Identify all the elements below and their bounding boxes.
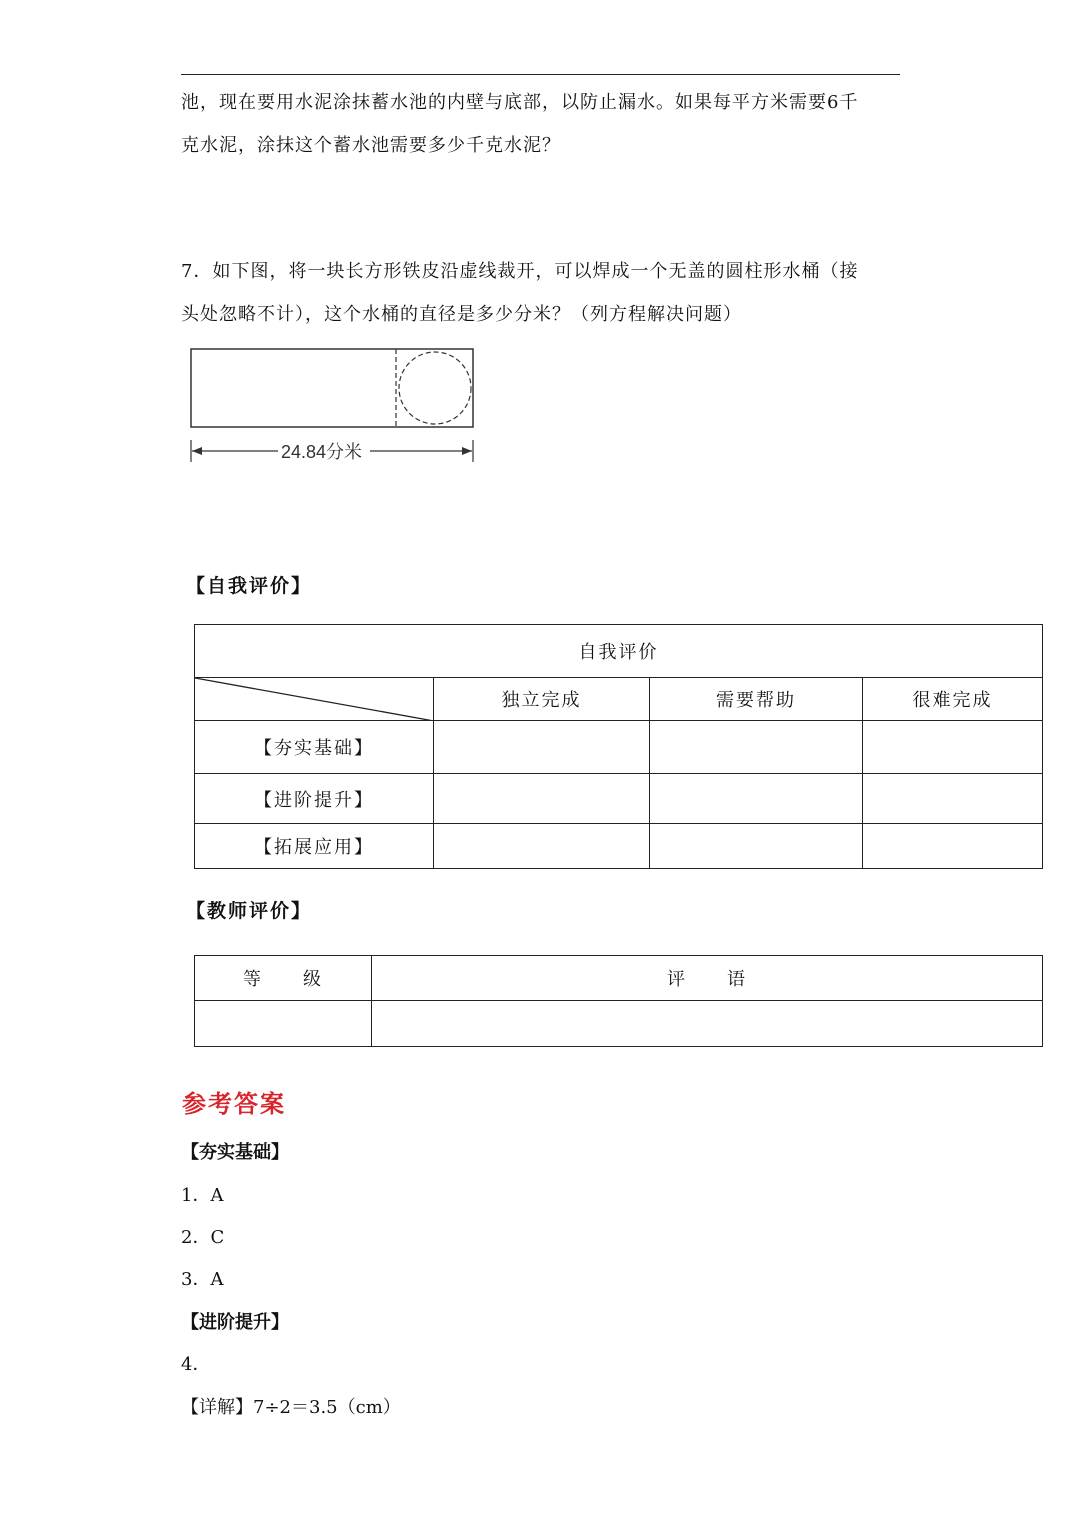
answers-section-basic: 【夯实基础】 — [181, 1142, 289, 1163]
teacher-eval-table — [194, 955, 1043, 1047]
self-eval-title: 自我评价 — [195, 625, 1043, 678]
cell[interactable] — [434, 774, 650, 824]
cell[interactable] — [863, 774, 1043, 824]
col-independent: 独立完成 — [434, 678, 650, 721]
problem-6-line-2: 克水泥，涂抹这个蓄水池需要多少千克水泥？ — [181, 135, 561, 156]
row-advanced: 【进阶提升】 — [195, 774, 434, 824]
answer-4-detail: 【详解】7÷2＝3.5（cm） — [181, 1397, 401, 1418]
cell[interactable] — [434, 824, 650, 869]
col-grade: 等 级 — [195, 956, 372, 1001]
cell[interactable] — [863, 824, 1043, 869]
answer-3: 3．A — [181, 1269, 224, 1290]
row-extension: 【拓展应用】 — [195, 824, 434, 869]
grade-cell[interactable] — [195, 1001, 372, 1047]
self-eval-table — [194, 624, 1043, 869]
cell[interactable] — [434, 721, 650, 774]
comment-cell[interactable] — [372, 1001, 1043, 1047]
length-label: 24.84分米 — [281, 442, 363, 462]
col-hard: 很难完成 — [863, 678, 1043, 721]
sheet-rectangle — [191, 349, 473, 427]
answer-2: 2．C — [181, 1227, 225, 1248]
cell[interactable] — [650, 824, 863, 869]
problem-6-line-1: 池，现在要用水泥涂抹蓄水池的内壁与底部，以防止漏水。如果每平方米需要6千 — [181, 92, 859, 113]
row-basic: 【夯实基础】 — [195, 721, 434, 774]
answer-4: 4． — [181, 1354, 211, 1375]
problem-7-line-1: 7．如下图，将一块长方形铁皮沿虚线裁开，可以焊成一个无盖的圆柱形水桶（接 — [181, 261, 859, 282]
self-eval-heading: 【自我评价】 — [186, 575, 313, 597]
top-rule — [181, 74, 900, 75]
answers-section-advanced: 【进阶提升】 — [181, 1312, 289, 1333]
col-need-help: 需要帮助 — [650, 678, 863, 721]
cell[interactable] — [650, 774, 863, 824]
cell[interactable] — [863, 721, 1043, 774]
answer-1: 1．A — [181, 1185, 224, 1206]
answers-title: 参考答案 — [182, 1089, 286, 1118]
cell[interactable] — [650, 721, 863, 774]
problem-7-line-2: 头处忽略不计），这个水桶的直径是多少分米？（列方程解决问题） — [181, 304, 742, 325]
dashed-circle — [399, 352, 471, 424]
sheet-figure — [186, 344, 480, 468]
col-comment: 评 语 — [372, 956, 1043, 1001]
diagonal-header-cell — [195, 678, 434, 721]
teacher-eval-heading: 【教师评价】 — [186, 900, 313, 922]
